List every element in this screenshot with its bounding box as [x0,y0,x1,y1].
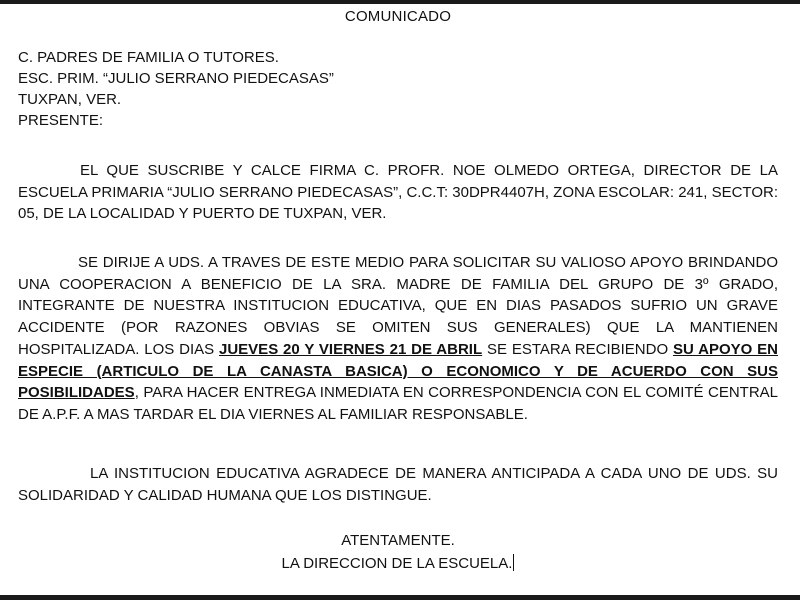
closing-salutation: ATENTAMENTE. [341,532,455,549]
request-text-part1: SE DIRIJE A UDS. A TRAVES DE ESTE MEDIO PARA SOLICITAR SU VALIOSO APOYO BRINDANDO UNA COOPERACION A BENEFICIO DE LA SRA. MADRE DE FAMILIA DEL GRUPO DE 3º GRADO, INTEGRANTE DE NUESTRA INSTITUCION EDUCATIVA, QUE EN DIAS PASADOS SUFRIO UN GRAVE ACCIDENTE (POR RAZONES OBVIAS SE OMITEN SUS GENERALES) QUE LA MANTIENEN HOSPITALIZADA. LOS DIAS [18,254,778,358]
paragraph-request [18,252,778,426]
dates-emphasis: JUEVES 20 Y VIERNES 21 DE ABRIL [219,340,483,358]
support-emphasis: SU APOYO EN ESPECIE (ARTICULO DE LA CANASTA BASICA) O ECONOMICO Y DE ACUERDO CON SUS POSIBILIDADES [18,340,778,402]
bottom-border [0,595,800,600]
document-title: COMUNICADO [344,8,452,25]
signature-line [0,553,796,574]
signature-text: LA DIRECCION DE LA ESCUELA. [281,555,513,572]
paragraph-introduction-text: EL QUE SUSCRIBE Y CALCE FIRMA C. PROFR. NOE OLMEDO ORTEGA, DIRECTOR DE LA ESCUELA PRIMARIA “JULIO SERRANO PIEDECASAS”, C.C.T: 30DPR4407H, ZONA ESCOLAR: 241, SECTOR: 05, DE LA LOCALIDAD Y PUERTO DE TUXPAN, VER. [18,162,778,223]
school-line: ESC. PRIM. “JULIO SERRANO PIEDECASAS” [18,70,334,87]
addressee-block [18,47,334,131]
presente-line: PRESENTE: [18,112,104,129]
paragraph-introduction [18,160,778,225]
paragraph-thanks-text: LA INSTITUCION EDUCATIVA AGRADECE DE MANERA ANTICIPADA A CADA UNO DE UDS. SU SOLIDARIDAD Y CALIDAD HUMANA QUE LOS DISTINGUE. [18,465,778,504]
city-line: TUXPAN, VER. [18,91,122,108]
paragraph-thanks [18,463,778,506]
top-border [0,0,800,4]
text-cursor [513,554,514,571]
addressee-line: C. PADRES DE FAMILIA O TUTORES. [18,49,279,66]
request-text-part2: SE ESTARA RECIBIENDO [482,340,673,358]
request-text-part3: , PARA HACER ENTREGA INMEDIATA EN CORRESPONDENCIA CON EL COMITÉ CENTRAL DE A.P.F. A MAS TARDAR EL DIA VIERNES AL FAMILIAR RESPONSABLE. [18,384,778,423]
